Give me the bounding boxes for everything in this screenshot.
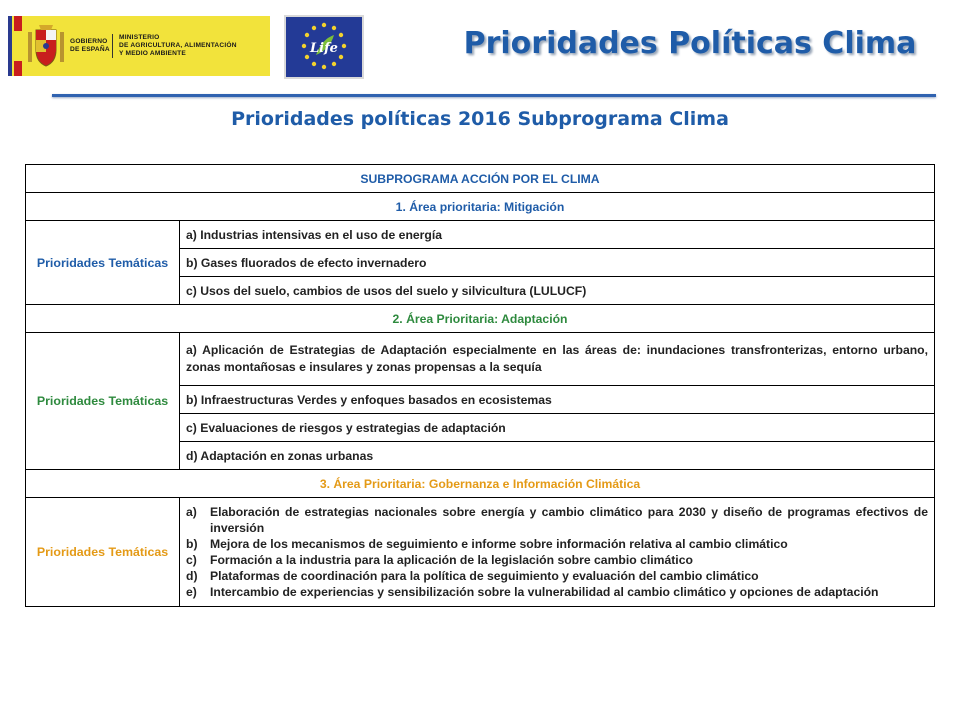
list-item-letter: b) — [186, 537, 198, 551]
area-3-list — [186, 504, 928, 600]
gobierno-logo — [8, 16, 270, 76]
area-2-label: Prioridades Temáticas — [26, 333, 180, 470]
area-2-title: 2. Área Prioritaria: Adaptación — [26, 305, 935, 333]
page-title: Prioridades Políticas Clima — [463, 26, 917, 61]
eu-stars-icon — [286, 17, 362, 77]
area-title-row — [26, 305, 935, 333]
priorities-table — [25, 164, 935, 607]
area-title-row — [26, 193, 935, 221]
list-item-letter: c) — [186, 553, 197, 567]
area-1-label: Prioridades Temáticas — [26, 221, 180, 305]
area-2-item-c: c) Evaluaciones de riesgos y estrategias de adaptación — [180, 414, 935, 442]
area-2-item-a: a) Aplicación de Estrategias de Adaptación especialmente en las áreas de: inundaciones transfronterizas, entorno urbano, zonas montañosas e insulares y zonas propensas a la sequía — [180, 333, 935, 386]
list-item-letter: d) — [186, 569, 198, 583]
area-1-item-c: c) Usos del suelo, cambios de usos del suelo y silvicultura (LULUCF) — [180, 277, 935, 305]
table-header-row — [26, 165, 935, 193]
area-3-label: Prioridades Temáticas — [26, 498, 180, 607]
page-subtitle: Prioridades políticas 2016 Subprograma Clima — [231, 108, 729, 130]
area-1-item-a: a) Industrias intensivas en el uso de energía — [180, 221, 935, 249]
table-row — [26, 498, 935, 607]
area-3-items-cell — [180, 498, 935, 607]
list-item-text: Plataformas de coordinación para la política de seguimiento y evaluación del cambio climático — [210, 569, 759, 583]
area-3-title: 3. Área Prioritaria: Gobernanza e Información Climática — [26, 470, 935, 498]
ministerio-text: MINISTERIO DE AGRICULTURA, ALIMENTACIÓN Y MEDIO AMBIENTE — [112, 34, 259, 58]
area-2-item-b: b) Infraestructuras Verdes y enfoques basados en ecosistemas — [180, 386, 935, 414]
area-1-title: 1. Área prioritaria: Mitigación — [26, 193, 935, 221]
table-row — [26, 333, 935, 386]
area-title-row — [26, 470, 935, 498]
flag-stripe — [14, 16, 22, 76]
list-item-text: Formación a la industria para la aplicación de la legislación sobre cambio climático — [210, 553, 693, 567]
flag-stripe-blue — [8, 16, 12, 76]
area-1-item-b: b) Gases fluorados de efecto invernadero — [180, 249, 935, 277]
list-item — [186, 504, 928, 536]
list-item — [186, 536, 928, 552]
gobierno-text: GOBIERNO DE ESPAÑA — [70, 38, 110, 53]
life-text: Life — [310, 41, 338, 56]
area-2-item-d: d) Adaptación en zonas urbanas — [180, 442, 935, 470]
list-item — [186, 584, 928, 600]
table-main-header: SUBPROGRAMA ACCIÓN POR EL CLIMA — [26, 165, 935, 193]
list-item-text: Elaboración de estrategias nacionales sobre energía y cambio climático para 2030 y diseño de programas efectivos de inversión — [210, 505, 928, 535]
list-item-text: Mejora de los mecanismos de seguimiento e informe sobre información relativa al cambio climático — [210, 537, 788, 551]
header-divider — [52, 94, 936, 97]
table-row — [26, 221, 935, 249]
list-item — [186, 568, 928, 584]
coat-of-arms-icon — [26, 22, 66, 70]
life-logo — [284, 15, 364, 79]
list-item-letter: e) — [186, 585, 197, 599]
list-item — [186, 552, 928, 568]
list-item-text: Intercambio de experiencias y sensibilización sobre la vulnerabilidad al cambio climático y opciones de adaptación — [210, 585, 879, 599]
list-item-letter: a) — [186, 505, 197, 519]
